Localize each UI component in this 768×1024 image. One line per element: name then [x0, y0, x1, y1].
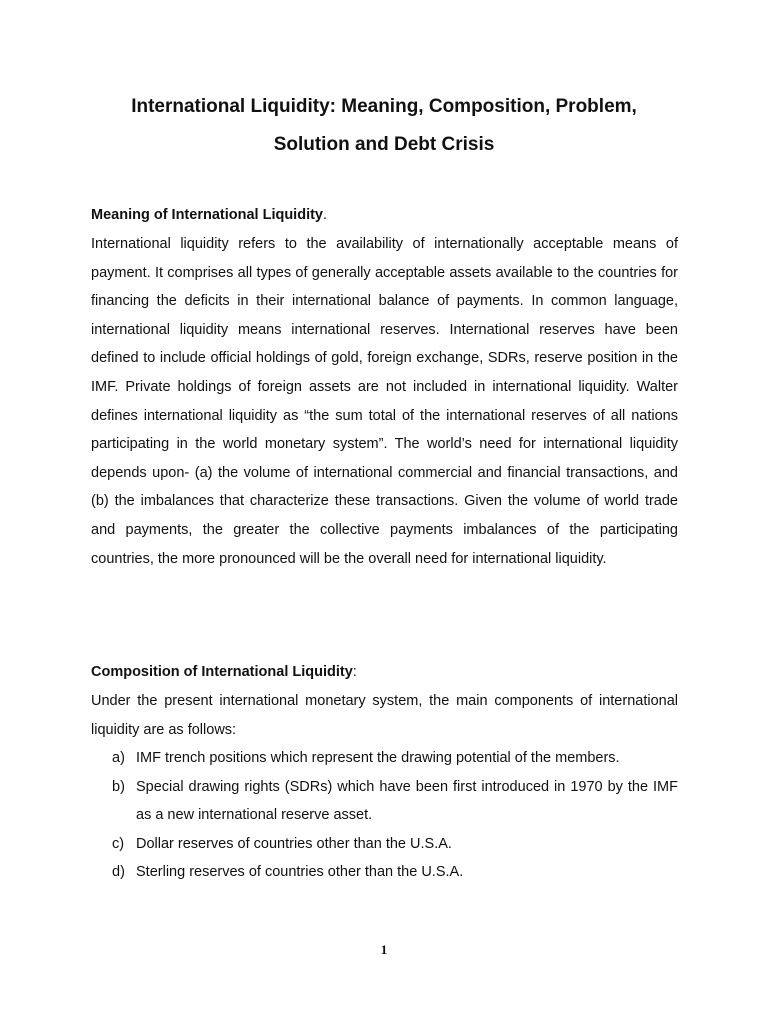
paragraph-meaning: International liquidity refers to the availability of internationally acceptable means of payment. It comprises all types of generally acceptable assets available to the countries for financing the deficits in their international balance of payments. In common language, international liquidity means international reserves. International reserves have been defined to include official holdings of gold, foreign exchange, SDRs, reserve position in the IMF. Private holdings of foreign assets are not included in international liquidity. Walter defines international liquidity as “the sum total of the international reserves of all nations participating in the world monetary system”. The world’s need for international liquidity depends upon- (a) the volume of international commercial and financial transactions, and (b) the imbalances that characterize these transactions. Given the volume of world trade and payments, the greater the collective payments imbalances of the participating countries, the more pronounced will be the overall need for international liquidity.	[91, 236, 678, 567]
paragraph-composition: Under the present international monetary system, the main components of international liquidity are as follows:	[91, 693, 678, 738]
component-list	[91, 744, 678, 887]
list-item	[91, 830, 678, 859]
section-heading-meaning-text: Meaning of International Liquidity	[91, 207, 323, 223]
page-number: 1	[380, 942, 388, 957]
list-item-marker: b)	[112, 778, 125, 795]
document-title-line-2: Solution and Debt Crisis	[273, 134, 495, 155]
list-item	[91, 858, 678, 887]
list-item-text: IMF trench positions which represent the drawing potential of the members.	[136, 750, 620, 766]
list-item-marker: c)	[112, 835, 125, 852]
list-item-marker: a)	[112, 750, 125, 766]
section-heading-composition-suffix: :	[352, 664, 357, 680]
list-item	[91, 744, 678, 773]
section-heading-composition-text: Composition of International Liquidity	[91, 664, 353, 680]
section-heading-meaning	[91, 207, 327, 223]
document-title-line-1: International Liquidity: Meaning, Composition, Problem,	[131, 96, 637, 117]
list-item-marker: d)	[112, 864, 125, 881]
list-item-text: Dollar reserves of countries other than the U.S.A.	[136, 835, 452, 852]
section-heading-meaning-suffix: .	[323, 207, 328, 223]
list-item-text: Special drawing rights (SDRs) which have been first introduced in 1970 by the IMF as a new international reserve asset.	[136, 778, 678, 824]
list-item	[91, 773, 678, 830]
list-item-text: Sterling reserves of countries other than the U.S.A.	[136, 864, 464, 881]
section-heading-composition	[91, 664, 357, 680]
